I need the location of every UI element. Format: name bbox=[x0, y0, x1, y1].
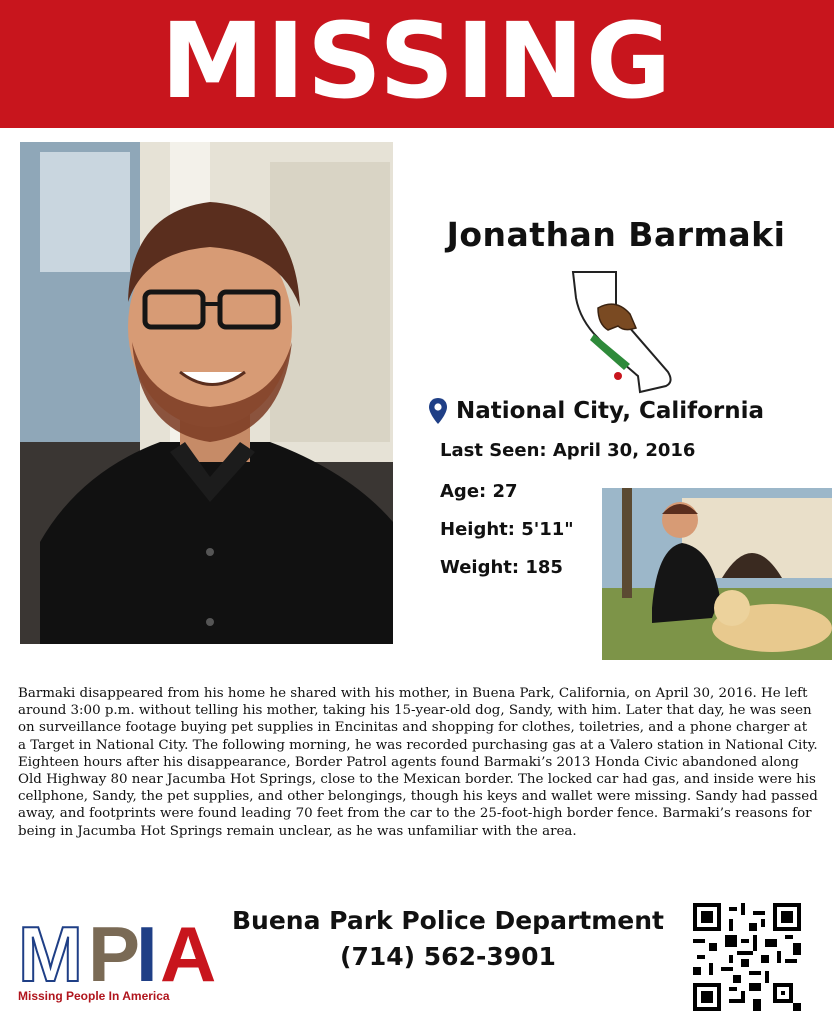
mpia-logo-graphic bbox=[18, 915, 218, 987]
map-pin-icon bbox=[428, 397, 448, 425]
mpia-logo bbox=[18, 915, 218, 1015]
age: Age: 27 bbox=[440, 481, 518, 502]
missing-banner bbox=[0, 0, 834, 128]
qr-code-icon[interactable] bbox=[693, 903, 801, 1011]
mpia-subtitle: Missing People In America bbox=[18, 989, 170, 1003]
main-photo bbox=[20, 142, 393, 644]
banner-title: MISSING bbox=[160, 0, 674, 122]
svg-text:A: A bbox=[160, 915, 217, 987]
case-description: Barmaki disappeared from his home he shared with his mother, in Buena Park, California, on April 30, 2016. He left around 3:00 p.m. without telling his mother, taking his 15-year-old dog, Sandy, with him. Later that day, he was seen on surveillance footage buying pet supplies in Encinitas and shopping for clothes, toiletries, and a phone charger at a Target in National City. The following morning, he was recorded purchasing gas at a Valero station in National City. Eighteen hours after his disappearance, Border Patrol agents found Barmaki’s 2013 Honda Civic abandoned along Old Highway 80 near Jacumba Hot Springs, close to the Mexican border. The locked car had gas, and inside were his cellphone, Sandy, the pet supplies, and other belongings, though his keys and wallet were missing. Sandy had passed away, and footprints were found leading 70 feet from the car to the 25-foot-high border fence. Barmaki’s reasons for being in Jacumba Hot Springs remain unclear, as he was unfamiliar with the area. bbox=[18, 686, 818, 839]
location-text: National City, California bbox=[456, 398, 765, 424]
svg-text:I: I bbox=[136, 915, 158, 987]
contact-phone: (714) 562-3901 bbox=[340, 942, 556, 971]
secondary-photo bbox=[602, 488, 832, 660]
california-map-icon bbox=[568, 268, 678, 394]
svg-text:P: P bbox=[88, 915, 141, 987]
last-seen: Last Seen: April 30, 2016 bbox=[440, 440, 696, 461]
police-department: Buena Park Police Department bbox=[232, 906, 664, 935]
location-row bbox=[428, 393, 764, 429]
svg-text:M: M bbox=[18, 915, 81, 987]
person-name: Jonathan Barmaki bbox=[446, 215, 786, 254]
weight: Weight: 185 bbox=[440, 557, 563, 578]
height: Height: 5'11" bbox=[440, 519, 574, 540]
